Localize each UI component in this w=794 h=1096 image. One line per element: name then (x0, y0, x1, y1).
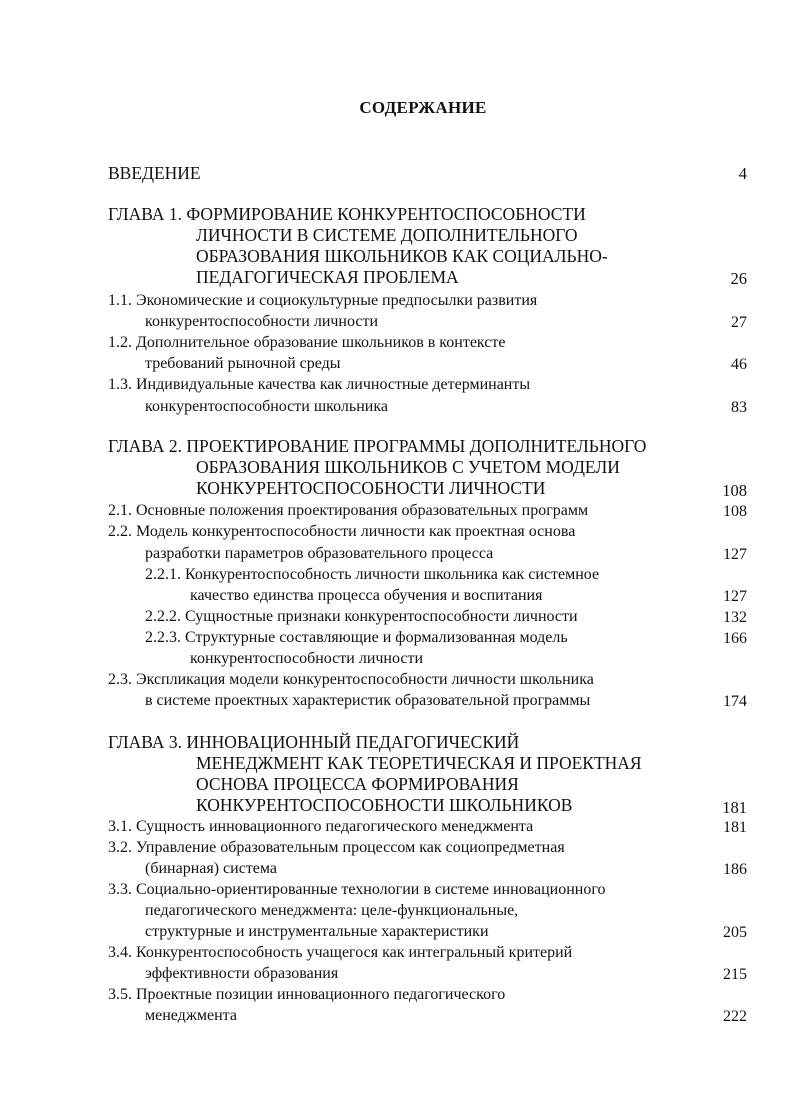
chapter-3-title-line: МЕНЕДЖМЕНТ КАК ТЕОРЕТИЧЕСКАЯ И ПРОЕКТНАЯ (196, 753, 642, 773)
chapter-2-title-line: ОБРАЗОВАНИЯ ШКОЛЬНИКОВ С УЧЕТОМ МОДЕЛИ (196, 457, 620, 477)
introduction-label: ВВЕДЕНИЕ (108, 163, 201, 183)
section-line: 3.1. Сущность инновационного педагогического менеджмента (108, 818, 534, 835)
chapter-3-title-line: ГЛАВА 3. ИННОВАЦИОННЫЙ ПЕДАГОГИЧЕСКИЙ (108, 732, 520, 752)
section-line: (бинарная) система (145, 860, 278, 877)
section-page: 174 (723, 693, 747, 710)
section-line: 1.2. Дополнительное образование школьников в контексте (108, 334, 506, 351)
chapter-1-title-line: ГЛАВА 1. ФОРМИРОВАНИЕ КОНКУРЕНТОСПОСОБНОСТИ (108, 204, 586, 224)
chapter-2-page: 108 (722, 481, 747, 500)
chapter-3-page: 181 (722, 798, 747, 817)
section-line: 2.2.1. Конкурентоспособность личности школьника как системное (145, 566, 600, 583)
section-line: качество единства процесса обучения и воспитания (190, 587, 543, 604)
section-line: 3.5. Проектные позиции инновационного педагогического (108, 986, 506, 1003)
section-line: конкурентоспособности личности (145, 313, 379, 330)
section-line: менеджмента (145, 1007, 237, 1024)
section-page: 181 (723, 819, 747, 836)
section-page: 186 (723, 861, 747, 878)
section-page: 83 (731, 399, 747, 416)
chapter-3-title-line: КОНКУРЕНТОСПОСОБНОСТИ ШКОЛЬНИКОВ (196, 795, 573, 815)
section-line: 2.2.2. Сущностные признаки конкурентоспособности личности (145, 608, 578, 625)
section-page: 27 (731, 314, 747, 331)
chapter-2-title-line: ГЛАВА 2. ПРОЕКТИРОВАНИЕ ПРОГРАММЫ ДОПОЛНИТЕЛЬНОГО (108, 436, 647, 456)
toc-title: СОДЕРЖАНИЕ (359, 98, 487, 117)
section-line: разработки параметров образовательного процесса (145, 545, 494, 562)
section-page: 46 (731, 356, 747, 373)
section-page: 132 (723, 609, 747, 626)
section-page: 127 (723, 588, 747, 605)
section-line: 3.3. Социально-ориентированные технологии в системе инновационного (108, 881, 606, 898)
section-line: конкурентоспособности школьника (145, 398, 388, 415)
chapter-1-title-line: ОБРАЗОВАНИЯ ШКОЛЬНИКОВ КАК СОЦИАЛЬНО- (196, 246, 608, 266)
chapter-1-title-line: ПЕДАГОГИЧЕСКАЯ ПРОБЛЕМА (196, 267, 459, 287)
section-line: 2.2.3. Структурные составляющие и формализованная модель (145, 629, 568, 646)
section-line: 1.3. Индивидуальные качества как личностные детерминанты (108, 376, 531, 393)
section-page: 205 (723, 924, 747, 941)
section-line: эффективности образования (145, 965, 339, 982)
section-page: 108 (723, 503, 747, 520)
section-page: 166 (723, 630, 747, 647)
section-line: структурные и инструментальные характеристики (145, 923, 489, 940)
section-line: 2.1. Основные положения проектирования образовательных программ (108, 502, 589, 519)
section-line: в системе проектных характеристик образовательной программы (145, 692, 591, 709)
introduction-page: 4 (738, 164, 747, 183)
chapter-1-page: 26 (730, 269, 747, 288)
section-line: 1.1. Экономические и социокультурные предпосылки развития (108, 292, 538, 309)
section-line: педагогического менеджмента: целе-функциональные, (145, 902, 519, 919)
section-line: конкурентоспособности личности (190, 650, 424, 667)
chapter-1-title-line: ЛИЧНОСТИ В СИСТЕМЕ ДОПОЛНИТЕЛЬНОГО (196, 225, 578, 245)
section-line: 2.3. Экспликация модели конкурентоспособности личности школьника (108, 671, 594, 688)
section-line: 3.4. Конкурентоспособность учащегося как интегральный критерий (108, 944, 573, 961)
section-page: 127 (723, 546, 747, 563)
section-page: 222 (723, 1008, 747, 1025)
section-page: 215 (723, 966, 747, 983)
section-line: 2.2. Модель конкурентоспособности личности как проектная основа (108, 523, 576, 540)
chapter-3-title-line: ОСНОВА ПРОЦЕССА ФОРМИРОВАНИЯ (196, 774, 519, 794)
section-line: требований рыночной среды (145, 355, 341, 372)
section-line: 3.2. Управление образовательным процессом как социопредметная (108, 839, 565, 856)
chapter-2-title-line: КОНКУРЕНТОСПОСОБНОСТИ ЛИЧНОСТИ (196, 478, 546, 498)
